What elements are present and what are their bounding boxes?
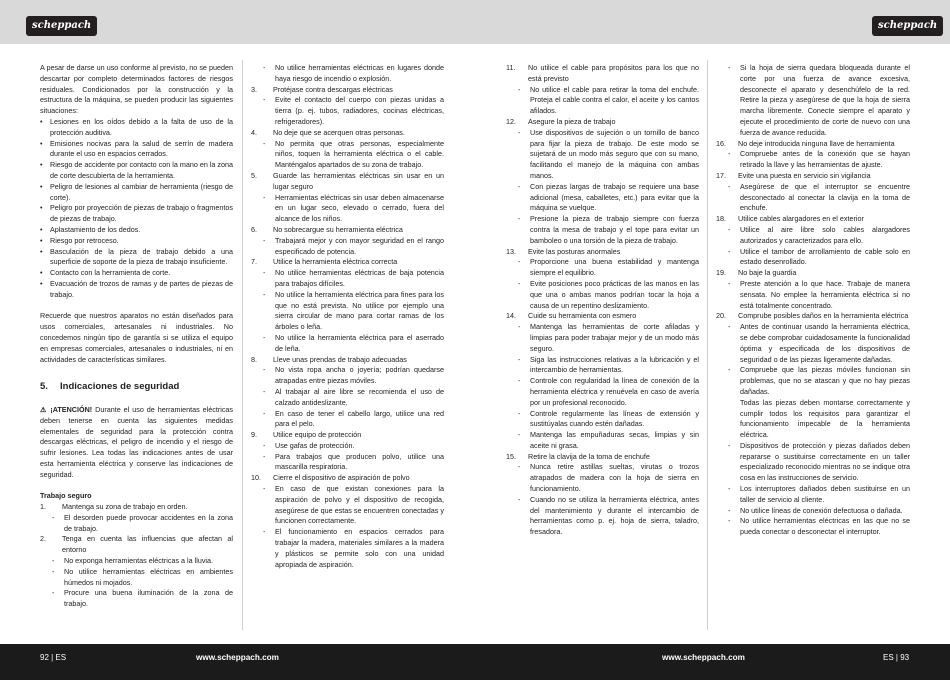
list-marker: • <box>40 181 43 191</box>
sub-item <box>40 567 233 589</box>
list-marker: - <box>263 63 266 72</box>
list-marker: - <box>728 322 731 332</box>
list-text: Trabajará mejor y con mayor seguridad en el rango especificado de potencia. <box>275 235 444 256</box>
safety-list-continued <box>716 63 910 139</box>
scheppach-logo-right: scheppach <box>872 16 943 36</box>
numbered-item <box>251 225 444 236</box>
list-text: Tenga en cuenta las influencias que afectan al entorno <box>62 534 233 555</box>
list-text: No utilice la herramienta eléctrica para fines para los que no está prevista. No utilice por ejemplo una sierra circular de mano para cortar ramas de los árboles o leña. <box>275 289 444 332</box>
list-text: Controle con regularidad la línea de conexión de la herramienta eléctrica y renuévela en caso de avería por un profesional reconocido. <box>530 376 699 407</box>
numbered-item <box>251 355 444 366</box>
list-text: No deje que se acerquen otras personas. <box>273 127 405 137</box>
list-text: Peligro de lesiones al cambiar de herramienta (riesgo de corte). <box>50 181 233 202</box>
numbered-item <box>716 214 910 225</box>
item-number: 7. <box>251 257 257 267</box>
list-text: No exponga herramientas eléctricas a la lluvia. <box>64 556 214 566</box>
numbered-item <box>251 85 444 96</box>
sub-item <box>716 149 910 171</box>
list-marker: - <box>728 505 731 515</box>
list-marker: - <box>728 440 731 450</box>
residual-risk-list <box>40 117 233 301</box>
list-text: Herramientas eléctricas sin usar deben almacenarse en un lugar seco, elevado o cerrado, fuera del alcance de los niños. <box>275 192 444 224</box>
list-text: Evite una puesta en servicio sin vigilancia <box>738 170 871 180</box>
sub-item <box>716 506 910 517</box>
list-marker: • <box>40 246 43 256</box>
list-text: No utilice herramientas eléctricas en ambientes húmedos ni mojados. <box>64 566 233 587</box>
list-text: Con piezas largas de trabajo se requiere una base adicional (mesa, caballetes, etc.) para evitar que la máquina se vuelque. <box>530 181 699 213</box>
list-text: Antes de continuar usando la herramienta eléctrica, se debe comprobar cuidadosamente la funcionalidad óptima y especificada de los dispositivos de seguridad o de las piezas ligeramente dañadas. <box>740 322 910 364</box>
list-text: No baje la guardia <box>738 268 797 278</box>
sub-item <box>506 462 699 494</box>
sub-item <box>251 193 444 225</box>
list-marker: • <box>40 116 43 126</box>
attention-paragraph <box>40 405 233 481</box>
sub-item <box>251 452 444 474</box>
list-marker: - <box>728 516 731 526</box>
list-text: Controle regularmente las líneas de extensión y sustitúyalas cuando estén dañadas. <box>530 408 699 429</box>
list-marker: - <box>518 127 521 137</box>
list-marker: - <box>263 408 266 418</box>
sub-item <box>506 257 699 279</box>
list-marker: - <box>518 462 521 472</box>
attention-label: ⚠ ¡ATENCIÓN! <box>40 404 93 414</box>
list-text: Contacto con la herramienta de corte. <box>50 268 171 278</box>
list-text: Procure una buena iluminación de la zona de trabajo. <box>64 588 233 609</box>
safety-list <box>251 85 444 571</box>
list-text: Riesgo por retroceso. <box>50 235 119 245</box>
sub-item <box>506 430 699 452</box>
list-text: No utilice herramientas eléctricas en las que no se pueda conectar o desconectar el interruptor. <box>740 516 910 537</box>
sub-item <box>251 484 444 527</box>
item-number: 14. <box>506 311 516 321</box>
list-marker: • <box>40 138 43 148</box>
item-number: 5. <box>251 170 257 180</box>
list-text: Mantenga las empuñaduras secas, limpias y sin aceite ni grasa. <box>530 430 699 450</box>
sub-item <box>506 182 699 214</box>
sub-item <box>506 128 699 182</box>
footer-bar <box>0 644 950 680</box>
list-text: No utilice líneas de conexión defectuosa o dañada. <box>740 505 903 515</box>
list-marker: - <box>728 224 731 234</box>
list-text: Utilice al aire libre solo cables alargadores autorizados y caracterizados para ello. <box>740 224 910 245</box>
sub-item <box>716 182 910 214</box>
safety-list <box>716 139 910 538</box>
item-number: 8. <box>251 354 257 364</box>
list-text: No utilice la herramienta eléctrica para el aserrado de leña. <box>275 332 444 353</box>
list-marker: - <box>728 149 731 159</box>
list-marker: - <box>263 268 266 278</box>
list-marker: • <box>40 160 43 170</box>
list-text: Utilice equipo de protección <box>273 430 362 440</box>
list-marker: - <box>263 138 266 148</box>
column-2 <box>251 63 444 570</box>
column-divider <box>707 60 708 630</box>
bullet-item <box>40 279 233 301</box>
sub-item <box>716 516 910 538</box>
list-marker: - <box>518 84 521 94</box>
list-text: Protéjase contra descargas eléctricas <box>273 84 393 94</box>
sub-item <box>716 247 910 269</box>
list-text: Retire la clavija de la toma de enchufe <box>528 451 650 461</box>
numbered-item <box>40 534 233 556</box>
column-1 <box>40 63 233 610</box>
list-text: Utilice el tambor de arrollamiento de cable solo en estado desenrollado. <box>740 246 910 267</box>
list-marker: - <box>263 192 266 202</box>
list-marker: - <box>728 365 731 375</box>
numbered-item <box>506 311 699 322</box>
list-text: El funcionamiento en espacios cerrados para trabajar la madera, materiales similares a la madera y plásticos se permite solo con una unidad apropiada de aspiración. <box>275 527 444 569</box>
list-marker: - <box>518 430 521 440</box>
list-marker: • <box>40 235 43 245</box>
list-text: No utilice herramientas eléctricas en lugares donde haya riesgo de incendio o explosión. <box>275 63 444 83</box>
bullet-item <box>40 117 233 139</box>
item-number: 15. <box>506 451 516 461</box>
list-marker: - <box>263 235 266 245</box>
website-link-right[interactable]: www.scheppach.com <box>662 653 745 662</box>
list-marker: - <box>728 484 731 494</box>
sub-item <box>506 355 699 377</box>
list-text: Siga las instrucciones relativas a la lubricación y el intercambio de herramientas. <box>530 354 699 375</box>
list-marker: • <box>40 203 43 213</box>
list-text: No permita que otras personas, especialmente niños, toquen la herramienta eléctrica o el cable. Manténgalos apartados de su zona de trabajo. <box>275 138 444 170</box>
sub-item <box>506 279 699 311</box>
list-marker: - <box>263 332 266 342</box>
list-text: Asegúrese de que el interruptor se encuentre desconectado al conectar la clavija en la toma de enchufe. <box>740 181 910 213</box>
list-text: Cuando no se utiliza la herramienta eléctrica, antes del mantenimiento y durante el intercambio de herramientas como p. ej. hoja de sierra, taladro, fresadora. <box>530 494 699 537</box>
list-text: Presione la pieza de trabajo siempre con fuerza contra la mesa de trabajo y el tope para evitar un bamboleo o una torsión de la pieza de trabajo. <box>530 214 699 245</box>
list-text: Lesiones en los oídos debido a la falta de uso de la protección auditiva. <box>50 116 233 137</box>
column-divider <box>242 60 243 630</box>
sub-item <box>251 268 444 290</box>
sub-item <box>251 95 444 127</box>
list-text: Para trabajos que producen polvo, utilice una mascarilla respiratoria. <box>275 451 444 472</box>
numbered-item <box>506 452 699 463</box>
sub-item <box>40 513 233 535</box>
item-number: 2. <box>40 534 46 544</box>
section-number: 5. <box>40 381 48 393</box>
item-number: 12. <box>506 116 516 126</box>
item-number: 13. <box>506 246 516 256</box>
sub-item <box>251 236 444 258</box>
item-number: 9. <box>251 430 257 440</box>
sub-item <box>40 556 233 567</box>
sub-item <box>251 365 444 387</box>
list-text: Asegure la pieza de trabajo <box>528 116 616 126</box>
numbered-item <box>716 268 910 279</box>
list-text: No vista ropa ancha o joyería; podrían quedarse atrapadas entre piezas móviles. <box>275 365 444 386</box>
sub-item <box>506 85 699 117</box>
sub-item <box>251 290 444 333</box>
list-marker: - <box>52 588 55 598</box>
safety-list <box>506 63 699 538</box>
list-text: No utilice herramientas eléctricas de baja potencia para trabajos difíciles. <box>275 268 444 288</box>
list-marker: - <box>263 451 266 461</box>
numbered-item <box>40 502 233 513</box>
attention-text: Durante el uso de herramientas eléctricas deben tenerse en cuenta las siguientes medidas elementales de seguridad para la protección contra descargas eléctricas, el peligro de incendio y el riesgo de sufrir lesiones. Lea todas las indicaciones antes de usar esta herramienta eléctrica y conserve las indicaciones de seguridad. <box>40 404 234 479</box>
list-text: Comprube posibles daños en la herramienta eléctrica <box>738 311 909 321</box>
sub-item <box>251 139 444 171</box>
item-number: 6. <box>251 224 257 234</box>
item-number: 1. <box>40 502 46 512</box>
list-marker: - <box>263 527 266 537</box>
numbered-item <box>251 128 444 139</box>
list-text: Preste atención a lo que hace. Trabaje de manera sensata. No emplee la herramienta eléctrica si no está totalmente concentrado. <box>740 278 910 310</box>
item-number: 16. <box>716 138 726 148</box>
list-text: Use gafas de protección. <box>275 440 355 450</box>
website-link-left[interactable]: www.scheppach.com <box>196 653 279 662</box>
numbered-item <box>251 257 444 268</box>
list-text: Emisiones nocivas para la salud de serrín de madera durante el uso en espacios cerrados. <box>50 138 233 159</box>
list-marker: - <box>263 440 266 450</box>
list-text: Basculación de la pieza de trabajo debido a una superficie de soporte de la pieza de trabajo insuficiente. <box>50 246 233 267</box>
numbered-item <box>716 311 910 322</box>
sub-item <box>251 527 444 570</box>
section-heading <box>40 382 233 393</box>
bullet-item <box>40 182 233 204</box>
list-marker: - <box>263 95 266 105</box>
list-text: En caso de tener el cabello largo, utilice una red para el pelo. <box>275 408 444 429</box>
list-text: Compruebe antes de la conexión que se hayan retirado la llave y las herramientas de ajuste. <box>740 149 910 170</box>
list-text: Peligro por proyección de piezas de trabajo o fragmentos de piezas de trabajo. <box>50 203 233 224</box>
sub-item <box>716 365 910 441</box>
sub-item <box>40 588 233 610</box>
list-marker: - <box>728 181 731 191</box>
numbered-item <box>506 247 699 258</box>
bullet-item <box>40 268 233 279</box>
page-number-right: ES | 93 <box>883 653 910 662</box>
list-marker: - <box>728 278 731 288</box>
numbered-item <box>251 430 444 441</box>
numbered-item <box>716 139 910 150</box>
list-marker: • <box>40 278 43 288</box>
item-number: 19. <box>716 268 726 278</box>
numbered-item <box>716 171 910 182</box>
bullet-item <box>40 225 233 236</box>
sub-item <box>506 376 699 408</box>
section-title: Indicaciones de seguridad <box>60 381 180 393</box>
list-text: Al trabajar al aire libre se recomienda el uso de calzado antideslizante. <box>275 386 444 407</box>
list-marker: - <box>263 386 266 396</box>
list-text: Los interruptores dañados deben sustituirse en un taller de servicio al cliente. <box>740 484 910 504</box>
sub-item <box>716 441 910 484</box>
list-text: Si la hoja de sierra quedara bloqueada durante el corte por una fuerza de avance excesiva, desconecte el aparato y desenchúfelo de la red. Retire la pieza y asegúrese de que la hoja de sierra marcha libremente. Conecte siempre el aparato y ejecute el procedimiento de corte de nuevo con una fuerza de avance reducida. <box>740 63 910 137</box>
list-text: Cierre el dispositivo de aspiración de polvo <box>273 473 410 483</box>
list-marker: - <box>518 214 521 224</box>
list-marker: • <box>40 224 43 234</box>
numbered-item <box>506 63 699 85</box>
list-text: Mantenga su zona de trabajo en orden. <box>62 502 188 512</box>
item-number: 11. <box>506 63 516 72</box>
list-text: Guarde las herramientas eléctricas sin usar en un lugar seguro <box>273 170 444 191</box>
item-number: 3. <box>251 84 257 94</box>
list-text: Proporcione una buena estabilidad y mantenga siempre el equilibrio. <box>530 257 699 278</box>
list-marker: - <box>263 484 266 494</box>
list-marker: - <box>518 257 521 267</box>
numbered-item <box>506 117 699 128</box>
sub-item <box>716 322 910 365</box>
list-text: Lleve unas prendas de trabajo adecuadas <box>273 354 407 364</box>
list-text: Utilice la herramienta eléctrica correcta <box>273 257 398 267</box>
bullet-item <box>40 247 233 269</box>
column-3 <box>506 63 699 538</box>
list-text: En caso de que existan conexiones para la aspiración de polvo y el dispositivo de recogida, asegúrese de que estas se encuentren conectadas y funcionen correctamente. <box>275 484 444 526</box>
list-marker: - <box>518 181 521 191</box>
numbered-item <box>251 473 444 484</box>
column-4 <box>716 63 910 538</box>
list-marker: - <box>728 63 731 72</box>
bullet-item <box>40 203 233 225</box>
safety-list-continued <box>251 63 444 85</box>
item-number: 18. <box>716 214 726 224</box>
list-text: No utilice el cable para retirar la toma del enchufe. Proteja el cable contra el calor, el aceite y los cantos afilados. <box>530 84 699 116</box>
list-marker: - <box>518 408 521 418</box>
sub-item <box>506 322 699 354</box>
sub-item <box>716 279 910 311</box>
list-text: No sobrecargue su herramienta eléctrica <box>273 224 403 234</box>
list-marker: - <box>52 556 55 566</box>
sub-item <box>251 387 444 409</box>
list-marker: - <box>52 512 55 522</box>
sub-item <box>716 484 910 506</box>
sub-item <box>251 441 444 452</box>
list-marker: - <box>263 289 266 299</box>
sub-item <box>251 409 444 431</box>
sub-item <box>506 409 699 431</box>
list-text: Cuide su herramienta con esmero <box>528 311 637 321</box>
scheppach-logo-left: scheppach <box>26 16 97 36</box>
list-text: Use dispositivos de sujeción o un tornillo de banco para fijar la pieza de trabajo. De este modo se sujetará de un modo más seguro que con su mano, facilitando el manejo de la máquina con ambas manos. <box>530 127 699 180</box>
sub-item <box>716 225 910 247</box>
page-number-left: 92 | ES <box>40 653 67 662</box>
list-marker: - <box>518 354 521 364</box>
list-text: No deje introducida ninguna llave de herramienta <box>738 138 895 148</box>
list-marker: - <box>52 566 55 576</box>
list-text: No utilice el cable para propósitos para los que no está previsto <box>528 63 699 83</box>
bullet-item <box>40 236 233 247</box>
list-text: Riesgo de accidente por contacto con la mano en la zona de corte descubierta de la herramienta. <box>50 160 234 180</box>
item-number: 17. <box>716 170 726 180</box>
bullet-item <box>40 160 233 182</box>
subsection-title: Trabajo seguro <box>40 491 92 501</box>
sub-item <box>716 63 910 139</box>
header-bar <box>0 0 950 44</box>
list-text: Utilice cables alargadores en el exterior <box>738 214 864 224</box>
sub-item <box>506 495 699 538</box>
list-marker: - <box>728 246 731 256</box>
list-text: Compruebe que las piezas móviles funcionan sin problemas, que no se atascan y que no hay piezas dañadas. Todas las piezas deben montarse correctamente y cumplir todos los requisitos para garantizar el funcionamiento impecable de la herramienta eléctrica. <box>740 365 910 440</box>
list-marker: • <box>40 268 43 278</box>
list-marker: - <box>263 365 266 375</box>
list-marker: - <box>518 494 521 504</box>
list-marker: - <box>518 278 521 288</box>
sub-item <box>506 214 699 246</box>
list-text: Evacuación de trozos de ramas y de partes de piezas de trabajo. <box>50 278 233 299</box>
list-marker: - <box>518 322 521 332</box>
list-text: Nunca retire astillas sueltas, virutas o trozos atrapados de madera con la hoja de sierra en funcionamiento. <box>530 462 699 494</box>
safety-list <box>40 502 233 610</box>
list-text: Evite posiciones poco prácticas de las manos en las que una o ambas manos podrían tocar la hoja a causa de un repentino deslizamiento. <box>530 278 699 310</box>
list-text: Aplastamiento de los dedos. <box>50 224 141 234</box>
list-text: El desorden puede provocar accidentes en la zona de trabajo. <box>64 512 233 533</box>
list-text: Evite las posturas anormales <box>528 246 621 256</box>
item-number: 20. <box>716 311 726 321</box>
sub-item <box>251 63 444 85</box>
sub-item <box>251 333 444 355</box>
numbered-item <box>251 171 444 193</box>
item-number: 4. <box>251 127 257 137</box>
bullet-item <box>40 139 233 161</box>
list-text: Dispositivos de protección y piezas dañados deben repararse o sustituirse correctamente en un taller especializado reconocido mientras no se indique otra cosa en las instrucciones de servicio. <box>740 440 910 483</box>
residual-risk-intro: A pesar de darse un uso conforme al previsto, no se pueden descartar por completo determinados factores de riesgos residuales. Condicionados por la construcción y la estructura de la máquina, se pueden producir las siguientes situaciones: <box>40 63 233 116</box>
list-text: Evite el contacto del cuerpo con piezas unidas a tierra (p. ej. tubos, radiadores, cocinas eléctricas, refrigeradores). <box>275 95 444 126</box>
list-marker: - <box>518 376 521 386</box>
list-text: Mantenga las herramientas de corte afiladas y limpias para poder trabajar mejor y de un modo más seguro. <box>530 322 699 353</box>
item-number: 10. <box>251 473 261 483</box>
commercial-use-note: Recuerde que nuestros aparatos no están diseñados para usos comerciales, artesanales ni industriales. No concedemos ningún tipo de garantía si se utiliza el equipo en empresas comerciales, artesanales o industriales, ni en actividades de características similares. <box>40 311 233 364</box>
